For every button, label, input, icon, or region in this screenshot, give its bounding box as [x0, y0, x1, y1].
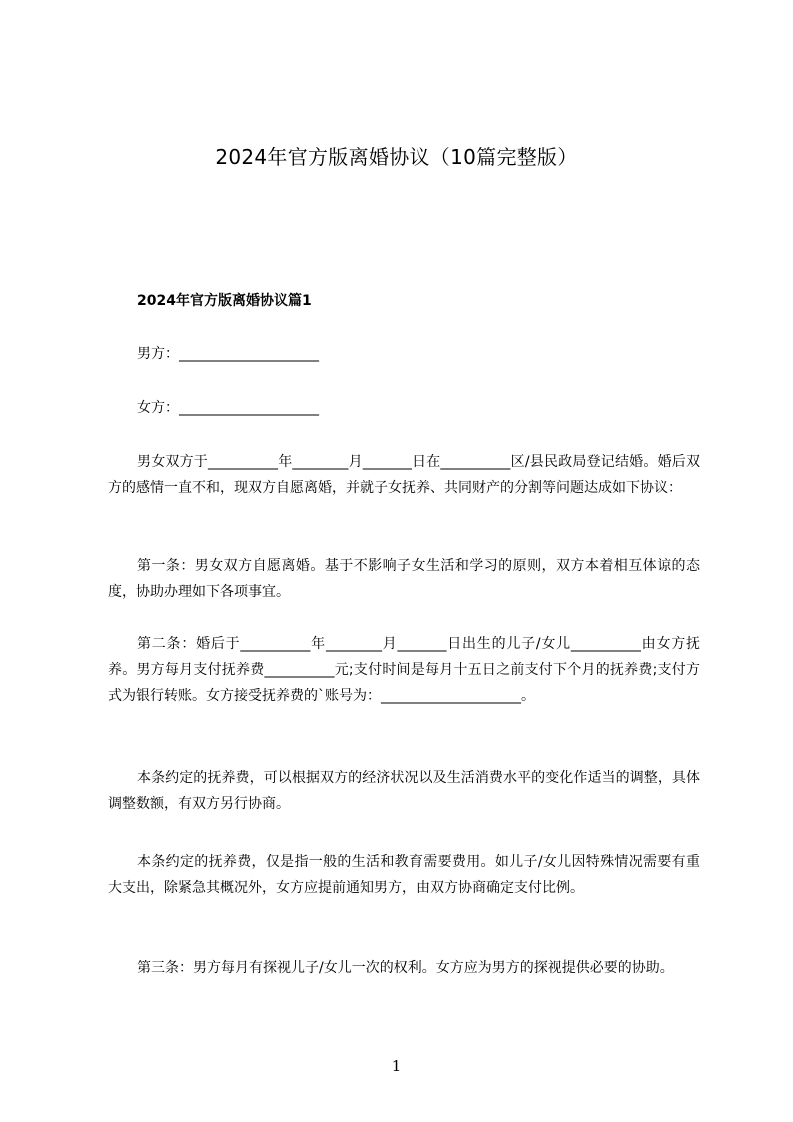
- male-party-label: 男方：: [137, 346, 179, 362]
- page-number: 1: [391, 1057, 402, 1075]
- female-party-field: [137, 398, 319, 418]
- paragraph-support-scope: 本条约定的抚养费，仅是指一般的生活和教育需要费用。如儿子/女儿因特殊情况需要有重大支出，除紧急其概况外，女方应提前通知男方，由双方协商确定支付比例。: [108, 854, 700, 896]
- paragraph-article-1: 第一条：男女双方自愿离婚。基于不影响子女生活和学习的原则，双方本着相互体谅的态度，协助办理如下各项事宜。: [108, 558, 700, 600]
- paragraph-article-2: 第二条：婚后于__________年________月_______日出生的儿子/女儿__________由女方抚养。男方每月支付抚养费__________元;支付时间是每月十五日之前支付下个月的抚养费;支付方式为银行转账。女方接受抚养费的`账号为：____________________。: [108, 636, 700, 704]
- female-party-label: 女方：: [137, 400, 179, 416]
- paragraph-marriage-registration: 男女双方于__________年________月_______日在__________区/县民政局登记结婚。婚后双方的感情一直不和，现双方自愿离婚，并就子女抚养、共同财产的分割等问题达成如下协议：: [108, 454, 700, 496]
- document-title: 2024年官方版离婚协议（10篇完整版）: [215, 145, 578, 169]
- male-party-field: [137, 344, 319, 364]
- paragraph-support-adjustment: 本条约定的抚养费，可以根据双方的经济状况以及生活消费水平的变化作适当的调整，具体调整数额，有双方另行协商。: [108, 770, 700, 812]
- male-party-blank: ____________________: [179, 346, 319, 362]
- paragraph-article-3: 第三条：男方每月有探视儿子/女儿一次的权利。女方应为男方的探视提供必要的协助。: [137, 960, 674, 976]
- section-heading: 2024年官方版离婚协议篇1: [137, 293, 312, 309]
- female-party-blank: ____________________: [179, 400, 319, 416]
